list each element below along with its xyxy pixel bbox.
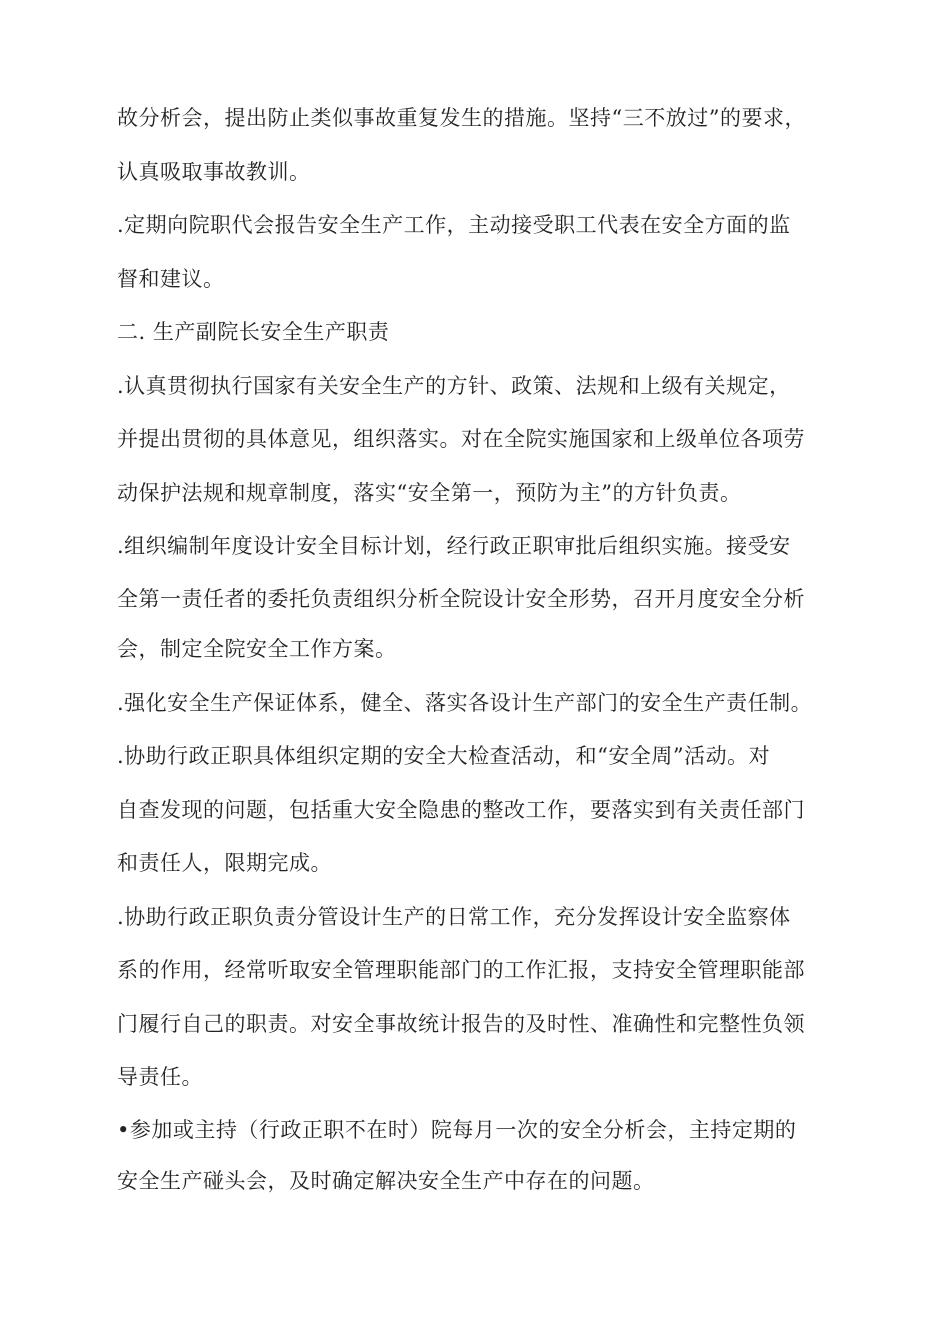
text-line: 全第一责任者的委托负责组织分析全院设计安全形势，召开月度安全分析: [117, 587, 805, 611]
text-line: 并提出贯彻的具体意见，组织落实。对在全院实施国家和上级单位各项劳: [117, 427, 805, 451]
text-line: 导责任。: [117, 1065, 203, 1089]
text-line: 故分析会，提出防止类似事故重复发生的措施。坚持“三不放过”的要求，: [117, 106, 806, 130]
text-line: 认真吸取事故教训。: [117, 160, 311, 184]
text-line: 和责任人，限期完成。: [117, 851, 332, 875]
section-heading: 二. 生产副院长安全生产职责: [117, 320, 390, 344]
text-line: .强化安全生产保证体系，健全、落实各设计生产部门的安全生产责任制。: [117, 691, 813, 715]
text-line: .协助行政正职负责分管设计生产的日常工作，充分发挥设计安全监察体: [117, 905, 791, 929]
text-line: .认真贯彻执行国家有关安全生产的方针、政策、法规和上级有关规定，: [117, 374, 791, 398]
text-line: 督和建议。: [117, 267, 225, 291]
text-line: 会，制定全院安全工作方案。: [117, 637, 397, 661]
text-line: 动保护法规和规章制度，落实“安全第一，预防为主”的方针负责。: [117, 481, 742, 505]
text-line: .组织编制年度设计安全目标计划，经行政正职审批后组织实施。接受安: [117, 534, 791, 558]
text-line: 安全生产碰头会，及时确定解决安全生产中存在的问题。: [117, 1169, 655, 1193]
text-line: •参加或主持（行政正职不在时）院每月一次的安全分析会，主持定期的: [117, 1118, 797, 1142]
text-line: 自查发现的问题，包括重大安全隐患的整改工作，要落实到有关责任部门: [117, 798, 805, 822]
text-line: 系的作用，经常听取安全管理职能部门的工作汇报，支持安全管理职能部: [117, 958, 805, 982]
text-line: .定期向院职代会报告安全生产工作，主动接受职工代表在安全方面的监: [117, 213, 791, 237]
text-line: 门履行自己的职责。对安全事故统计报告的及时性、准确性和完整性负领: [117, 1012, 805, 1036]
text-line: .协助行政正职具体组织定期的安全大检查活动，和“安全周”活动。对: [117, 744, 771, 768]
